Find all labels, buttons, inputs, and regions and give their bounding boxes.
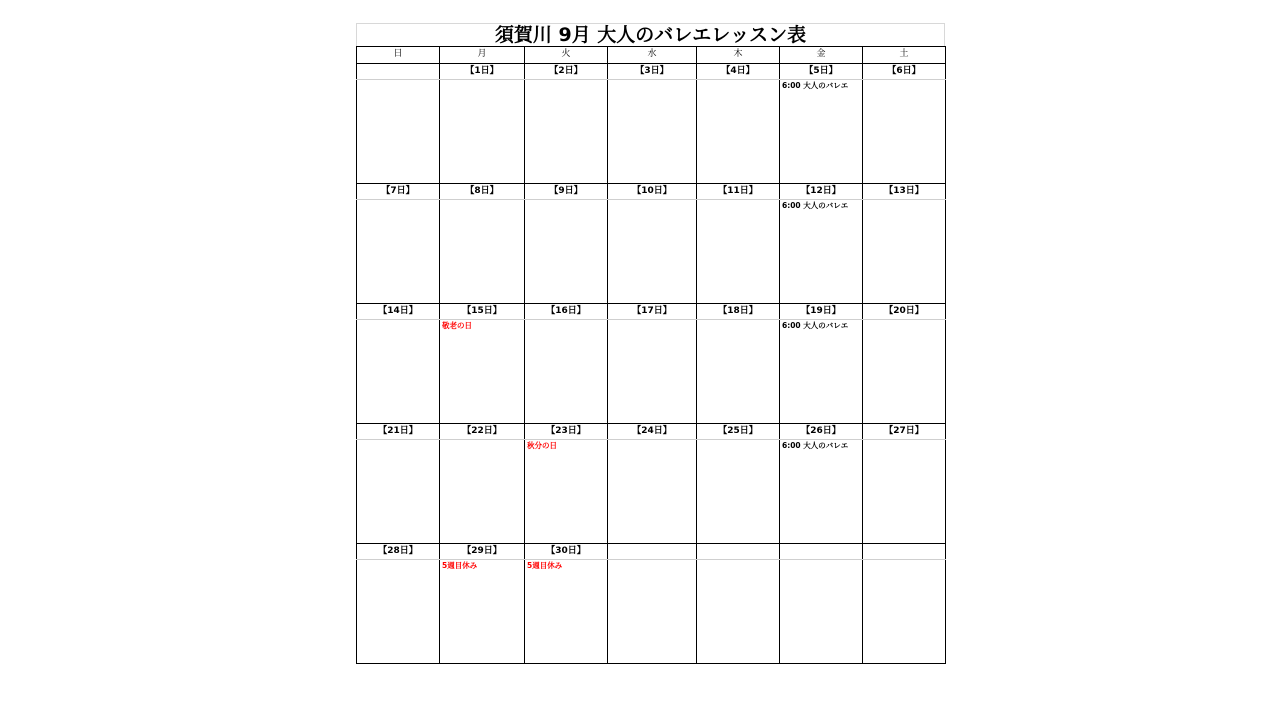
week-1-events-row <box>357 80 946 184</box>
day-cell[interactable] <box>608 80 697 184</box>
weekday-wed: 水 <box>608 47 697 64</box>
week-3-date-row <box>357 304 946 320</box>
day-cell[interactable] <box>780 440 863 544</box>
week-5-date-row <box>357 544 946 560</box>
day-cell[interactable] <box>525 320 608 424</box>
day-cell[interactable] <box>608 200 697 304</box>
day-cell[interactable] <box>608 320 697 424</box>
weekday-mon: 月 <box>440 47 525 64</box>
day-cell[interactable] <box>357 320 440 424</box>
date-label-tue: 【23日】 <box>525 424 608 440</box>
day-cell[interactable] <box>357 560 440 664</box>
date-label-thu: 【25日】 <box>697 424 780 440</box>
date-label-tue: 【16日】 <box>525 304 608 320</box>
holiday-label: 敬老の日 <box>442 321 472 330</box>
lesson-entry: 6:00 大人のバレエ <box>782 81 849 90</box>
day-cell[interactable] <box>525 200 608 304</box>
date-label-fri: 【26日】 <box>780 424 863 440</box>
day-cell[interactable] <box>608 560 697 664</box>
day-cell[interactable] <box>697 200 780 304</box>
week-1-date-row <box>357 64 946 80</box>
day-cell[interactable] <box>863 200 946 304</box>
week-2-date-row <box>357 184 946 200</box>
date-label-fri: 【5日】 <box>780 64 863 80</box>
weekday-fri: 金 <box>780 47 863 64</box>
date-label-sun <box>357 64 440 80</box>
date-label-sat: 【6日】 <box>863 64 946 80</box>
day-cell[interactable] <box>697 560 780 664</box>
day-cell[interactable] <box>863 560 946 664</box>
date-label-fri: 【12日】 <box>780 184 863 200</box>
page-title: 須賀川 9月 大人のバレエレッスン表 <box>356 23 945 46</box>
day-cell[interactable] <box>863 440 946 544</box>
weekday-header-row <box>357 47 946 64</box>
date-label-wed: 【24日】 <box>608 424 697 440</box>
day-cell[interactable] <box>780 80 863 184</box>
date-label-thu: 【11日】 <box>697 184 780 200</box>
date-label-sat: 【27日】 <box>863 424 946 440</box>
date-label-mon: 【22日】 <box>440 424 525 440</box>
date-label-sun: 【21日】 <box>357 424 440 440</box>
lesson-entry: 6:00 大人のバレエ <box>782 441 849 450</box>
holiday-label: 秋分の日 <box>527 441 557 450</box>
day-cell[interactable] <box>863 320 946 424</box>
week-5-events-row <box>357 560 946 664</box>
holiday-label: 5週目休み <box>527 561 563 570</box>
calendar-sheet <box>356 23 945 664</box>
day-cell[interactable] <box>525 80 608 184</box>
date-label-wed: 【17日】 <box>608 304 697 320</box>
week-2-events-row <box>357 200 946 304</box>
week-4-date-row <box>357 424 946 440</box>
day-cell[interactable] <box>697 440 780 544</box>
day-cell[interactable] <box>780 560 863 664</box>
day-cell[interactable] <box>357 80 440 184</box>
day-cell[interactable] <box>697 80 780 184</box>
date-label-mon: 【29日】 <box>440 544 525 560</box>
date-label-thu <box>697 544 780 560</box>
date-label-thu: 【18日】 <box>697 304 780 320</box>
date-label-mon: 【8日】 <box>440 184 525 200</box>
week-3-events-row <box>357 320 946 424</box>
date-label-mon: 【15日】 <box>440 304 525 320</box>
day-cell[interactable] <box>440 320 525 424</box>
day-cell[interactable] <box>780 320 863 424</box>
weekday-sun: 日 <box>357 47 440 64</box>
day-cell[interactable] <box>780 200 863 304</box>
date-label-sun: 【7日】 <box>357 184 440 200</box>
day-cell[interactable] <box>863 80 946 184</box>
weekday-tue: 火 <box>525 47 608 64</box>
date-label-tue: 【2日】 <box>525 64 608 80</box>
date-label-fri <box>780 544 863 560</box>
date-label-sat: 【20日】 <box>863 304 946 320</box>
date-label-wed: 【10日】 <box>608 184 697 200</box>
weekday-sat: 土 <box>863 47 946 64</box>
date-label-sun: 【28日】 <box>357 544 440 560</box>
date-label-wed <box>608 544 697 560</box>
lesson-entry: 6:00 大人のバレエ <box>782 321 849 330</box>
date-label-mon: 【1日】 <box>440 64 525 80</box>
date-label-tue: 【9日】 <box>525 184 608 200</box>
day-cell[interactable] <box>440 560 525 664</box>
date-label-sun: 【14日】 <box>357 304 440 320</box>
date-label-fri: 【19日】 <box>780 304 863 320</box>
day-cell[interactable] <box>440 80 525 184</box>
day-cell[interactable] <box>357 200 440 304</box>
day-cell[interactable] <box>525 440 608 544</box>
week-4-events-row <box>357 440 946 544</box>
weekday-thu: 木 <box>697 47 780 64</box>
date-label-sat <box>863 544 946 560</box>
holiday-label: 5週目休み <box>442 561 478 570</box>
day-cell[interactable] <box>697 320 780 424</box>
day-cell[interactable] <box>440 440 525 544</box>
date-label-sat: 【13日】 <box>863 184 946 200</box>
day-cell[interactable] <box>440 200 525 304</box>
day-cell[interactable] <box>525 560 608 664</box>
date-label-tue: 【30日】 <box>525 544 608 560</box>
date-label-thu: 【4日】 <box>697 64 780 80</box>
lesson-entry: 6:00 大人のバレエ <box>782 201 849 210</box>
day-cell[interactable] <box>608 440 697 544</box>
date-label-wed: 【3日】 <box>608 64 697 80</box>
calendar-grid <box>356 46 946 664</box>
day-cell[interactable] <box>357 440 440 544</box>
